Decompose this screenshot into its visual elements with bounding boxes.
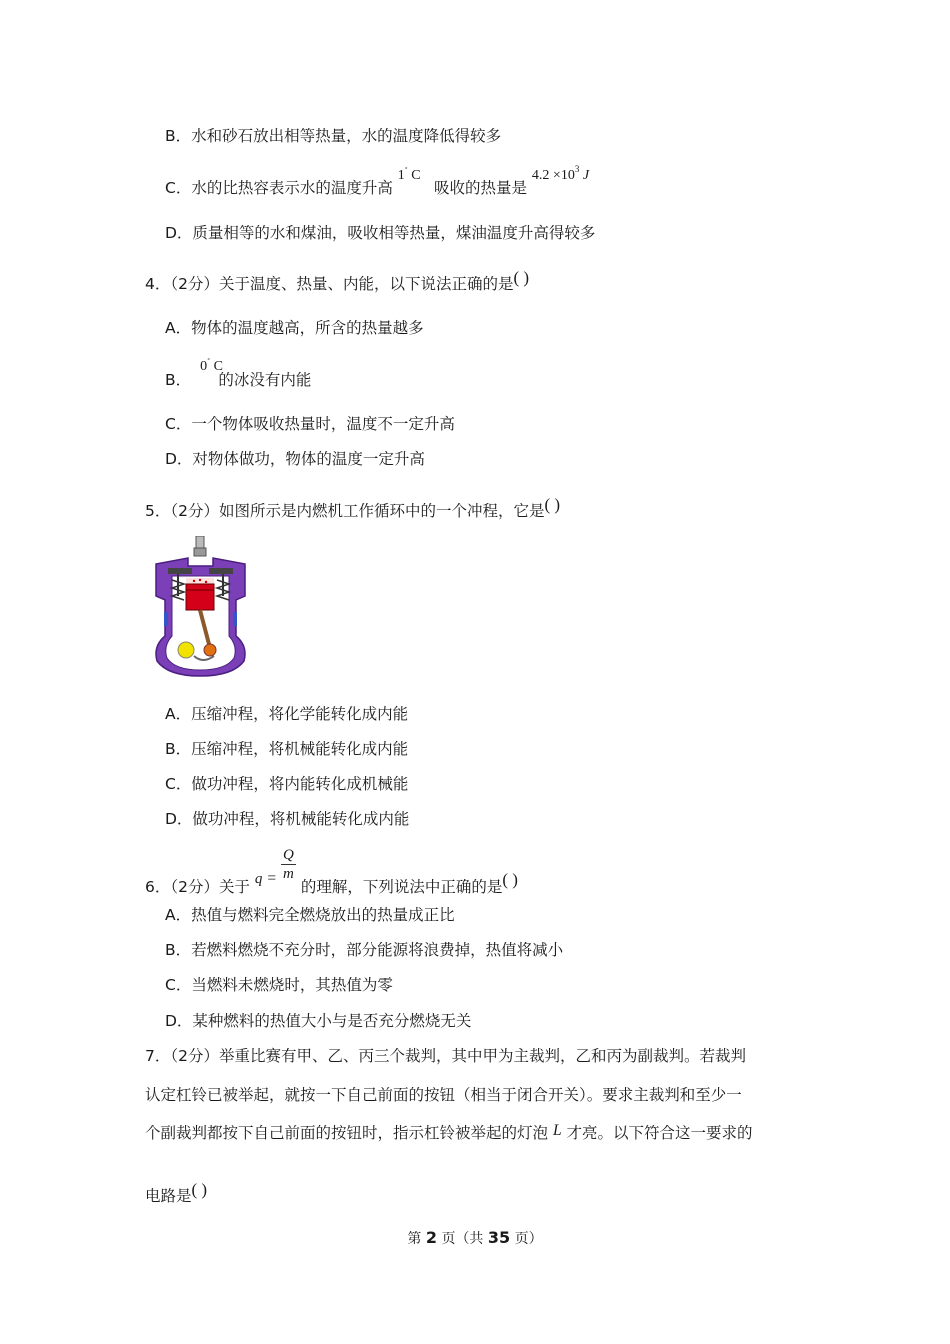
q6-numerator: Q (283, 847, 294, 863)
total-page-count: 35 (487, 1228, 511, 1247)
q6-denominator: m (283, 866, 294, 882)
q6-formula-fraction (281, 846, 296, 883)
q3-option-d: D．质量相等的水和煤油，吸收相等热量，煤油温度升高得较多 (165, 224, 596, 242)
q4-stem: 4．（2分）关于温度、热量、内能，以下说法正确的是( ) (145, 268, 530, 293)
q6-stem: 6．（2分）关于 q = $\frac{Q}{m}$ 的理解，下列说法中正确的是( ) (145, 847, 518, 896)
q5-stem: 5．（2分）如图所示是内燃机工作循环中的一个冲程，它是( ) (145, 495, 561, 520)
intake-valve (168, 568, 192, 574)
q6-option-d: D．某种燃料的热值大小与是否充分燃烧无关 (165, 1012, 472, 1030)
q4-option-c: C．一个物体吸收热量时，温度不一定升高 (165, 415, 455, 433)
q5-option-c: C．做功冲程，将内能转化成机械能 (165, 775, 409, 793)
q3-option-c (165, 164, 590, 198)
q5-option-a: A．压缩冲程，将化学能转化成内能 (165, 705, 409, 723)
q7-line-4: 电路是( ) (145, 1180, 208, 1205)
q6-option-a: A．热值与燃料完全燃烧放出的热量成正比 (165, 906, 455, 924)
q3-option-c-mid: 吸收的热量是 (433, 179, 527, 197)
page-footer: 第 2 页（共 35 页） (407, 1228, 543, 1247)
piston (186, 584, 214, 610)
crankshaft (204, 644, 216, 656)
q3-temp-value: 1˚ C (397, 166, 421, 183)
q6-option-b: B．若燃料燃烧不充分时，部分能源将浪费掉，热值将减小 (165, 941, 564, 959)
q7-line-1: 7．（2分）举重比赛有甲、乙、丙三个裁判，其中甲为主裁判，乙和丙为副裁判。若裁判 (145, 1047, 746, 1065)
q6-formula-eq: = (267, 870, 277, 887)
q3-option-b: B．水和砂石放出相等热量，水的温度降低得较多 (165, 127, 502, 145)
q5-option-b: B．压缩冲程，将机械能转化成内能 (165, 740, 409, 758)
q6-formula-var: q (254, 871, 263, 887)
q4-option-b: B． 0˚ C 的冰没有内能 (165, 357, 312, 389)
flywheel (178, 642, 194, 658)
q4-temp-value: 0˚ C (200, 357, 223, 374)
exhaust-valve (209, 568, 233, 574)
q7-bulb-symbol: L (552, 1122, 562, 1139)
q7-line-3: 个副裁判都按下自己前面的按钮时，指示杠铃被举起的灯泡 L 才亮。以下符合这一要求的 (145, 1122, 753, 1142)
q3-option-c-text: C．水的比热容表示水的温度升高 (165, 179, 393, 197)
engine-cylinder-figure (148, 536, 253, 678)
q6-option-c: C．当燃料未燃烧时，其热值为零 (165, 976, 393, 994)
q5-option-d: D．做功冲程，将机械能转化成内能 (165, 810, 410, 828)
q7-line-2: 认定杠铃已被举起，就按一下自己前面的按钮（相当于闭合开关）。要求主裁判和至少一 (145, 1086, 742, 1104)
current-page-number: 2 (425, 1228, 437, 1247)
q4-option-d: D．对物体做功，物体的温度一定升高 (165, 450, 425, 468)
q3-heat-value: $4.2 \times 10^3$ J (531, 164, 590, 183)
q4-option-a: A．物体的温度越高，所含的热量越多 (165, 319, 424, 337)
